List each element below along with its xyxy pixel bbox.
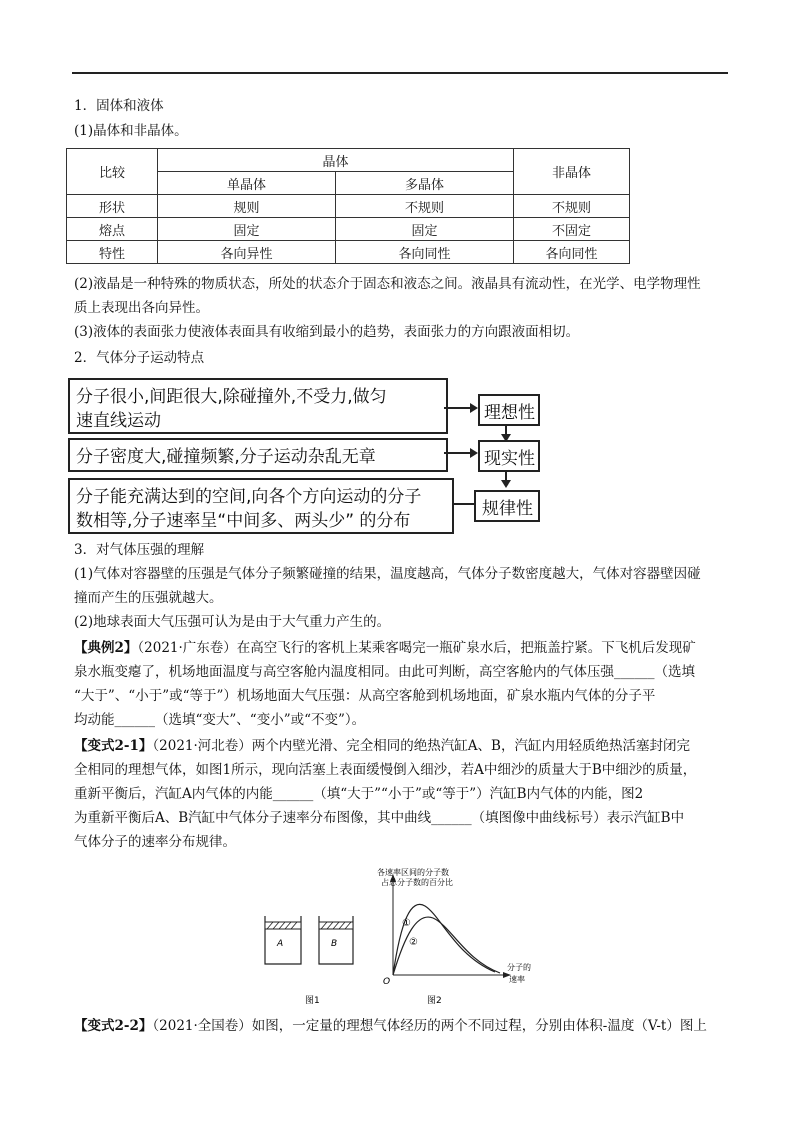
- example2-line3: “大于”、“小于”或“等于”）机场地面大气压强：从高空客舱到机场地面，矿泉水瓶内气体的分子平: [74, 688, 656, 704]
- th-amorphous: 非晶体: [514, 149, 630, 195]
- plot-ylabel-1: 各速率区间的分子数: [377, 868, 449, 877]
- example2-tag: 【典例2】: [74, 640, 138, 656]
- box1-line2: 速直线运动: [76, 411, 161, 431]
- row-label: 特性: [67, 241, 158, 264]
- section1-p3: (3)液体的表面张力使液体表面具有收缩到最小的趋势，表面张力的方向跟液面相切。: [74, 324, 580, 340]
- th-single: 单晶体: [158, 172, 336, 195]
- variant21-line5: 气体分子的速率分布规律。: [74, 834, 236, 850]
- variant22-line1: [74, 1016, 707, 1036]
- plot-origin: O: [383, 977, 391, 987]
- figures: [255, 860, 555, 1010]
- curve1-label: ①: [402, 918, 411, 929]
- example2-line2: 泉水瓶变瘪了，机场地面温度与高空客舱内温度相同。由此可判断，高空客舱内的气体压强______（选填: [74, 664, 695, 680]
- box2-text: 分子密度大,碰撞频繁,分子运动杂乱无章: [76, 447, 376, 467]
- header-rule: [72, 72, 728, 74]
- feature-box-1: [68, 378, 448, 434]
- section1-sub1: (1)晶体和非晶体。: [74, 123, 188, 139]
- variant21-tag: 【变式2-1】: [74, 738, 153, 754]
- label-rule: [474, 490, 540, 522]
- label2-text: 现实性: [484, 449, 535, 469]
- row-label: 形状: [67, 195, 158, 218]
- example2-text: （2021·广东卷）在高空飞行的客机上某乘客喝完一瓶矿泉水后，把瓶盖拧紧。下飞机后发现矿: [137, 640, 696, 656]
- example2-line4: 均动能______（选填“变大”、“变小”或“不变”）。: [74, 712, 366, 728]
- box3-line2: 数相等,分子速率呈“中间多、两头少” 的分布: [76, 511, 411, 531]
- section3-heading: 3．对气体压强的理解: [74, 542, 205, 558]
- section1-p2-line1: (2)液晶是一种特殊的物质状态，所处的状态介于固态和液态之间。液晶具有流动性，在光学、电学物理性: [74, 276, 701, 292]
- variant21-text: （2021·河北卷）两个内壁光滑、完全相同的绝热汽缸A、B，汽缸内用轻质绝热活塞封闭完: [152, 738, 690, 754]
- speed-distribution-plot: [377, 867, 531, 987]
- fig2-caption: 图2: [427, 996, 442, 1006]
- cell-single: 固定: [158, 218, 336, 241]
- table-row: [67, 241, 630, 264]
- label3-text: 规律性: [482, 499, 533, 519]
- example2-line1: [74, 638, 696, 658]
- plot-ylabel-2: 占总分子数的百分比: [381, 878, 453, 887]
- plot-xlabel-1: 分子的: [507, 963, 531, 972]
- crystal-comparison-table: [66, 148, 630, 264]
- th-compare: 比较: [67, 149, 158, 195]
- cell-poly: 不规则: [336, 195, 514, 218]
- label-ideal: [478, 394, 540, 426]
- curve2-label: ②: [409, 937, 418, 948]
- th-poly: 多晶体: [336, 172, 514, 195]
- feature-box-3: [68, 478, 454, 534]
- variant22-text: （2021·全国卷）如图，一定量的理想气体经历的两个不同过程，分别由体积-温度（V-t）图上: [152, 1018, 707, 1034]
- box1-line1: 分子很小,间距很大,除碰撞外,不受力,做匀: [76, 387, 387, 407]
- variant21-line3: 重新平衡后，汽缸A内气体的内能______（填“大于”“小于”或“等于”）汽缸B内气体的内能，图2: [74, 786, 644, 802]
- cell-single: 各向异性: [158, 241, 336, 264]
- section1-p2-line2: 质上表现出各向异性。: [74, 300, 209, 316]
- cyl-a-label: A: [277, 939, 284, 949]
- cyl-b-label: B: [331, 939, 338, 949]
- cell-amorphous: 不规则: [514, 195, 630, 218]
- feature-box-2: [68, 438, 448, 472]
- section3-p1-line2: 撞而产生的压强就越大。: [74, 590, 223, 606]
- cell-poly: 各向同性: [336, 241, 514, 264]
- cylinder-a: [265, 916, 301, 964]
- variant22-tag: 【变式2-2】: [74, 1018, 153, 1034]
- section3-p1-line1: (1)气体对容器壁的压强是气体分子频繁碰撞的结果，温度越高，气体分子数密度越大，气体对容器壁因碰: [74, 566, 701, 582]
- cell-amorphous: 不固定: [514, 218, 630, 241]
- table-row: [67, 218, 630, 241]
- box3-line1: 分子能充满达到的空间,向各个方向运动的分子: [76, 487, 422, 507]
- table-row: [67, 195, 630, 218]
- variant21-line2: 全相同的理想气体，如图1所示，现向活塞上表面缓慢倒入细沙，若A中细沙的质量大于B中细沙的质量，: [74, 762, 697, 778]
- cylinder-b: [319, 916, 353, 964]
- row-label: 熔点: [67, 218, 158, 241]
- cell-poly: 固定: [336, 218, 514, 241]
- cell-amorphous: 各向同性: [514, 241, 630, 264]
- section1-heading: 1．固体和液体: [74, 98, 164, 114]
- section2-heading: 2．气体分子运动特点: [74, 350, 205, 366]
- section3-p2: (2)地球表面大气压强可认为是由于大气重力产生的。: [74, 614, 391, 630]
- th-crystal: 晶体: [158, 149, 514, 172]
- plot-xlabel-2: 速率: [509, 975, 525, 984]
- variant21-line4: 为重新平衡后A、B汽缸中气体分子速率分布图像，其中曲线______（填图像中曲线标号）表示汽缸B中: [74, 810, 685, 826]
- label1-text: 理想性: [484, 403, 535, 423]
- fig1-caption: 图1: [305, 996, 320, 1006]
- variant21-line1: [74, 736, 690, 756]
- label-real: [478, 440, 540, 472]
- cell-single: 规则: [158, 195, 336, 218]
